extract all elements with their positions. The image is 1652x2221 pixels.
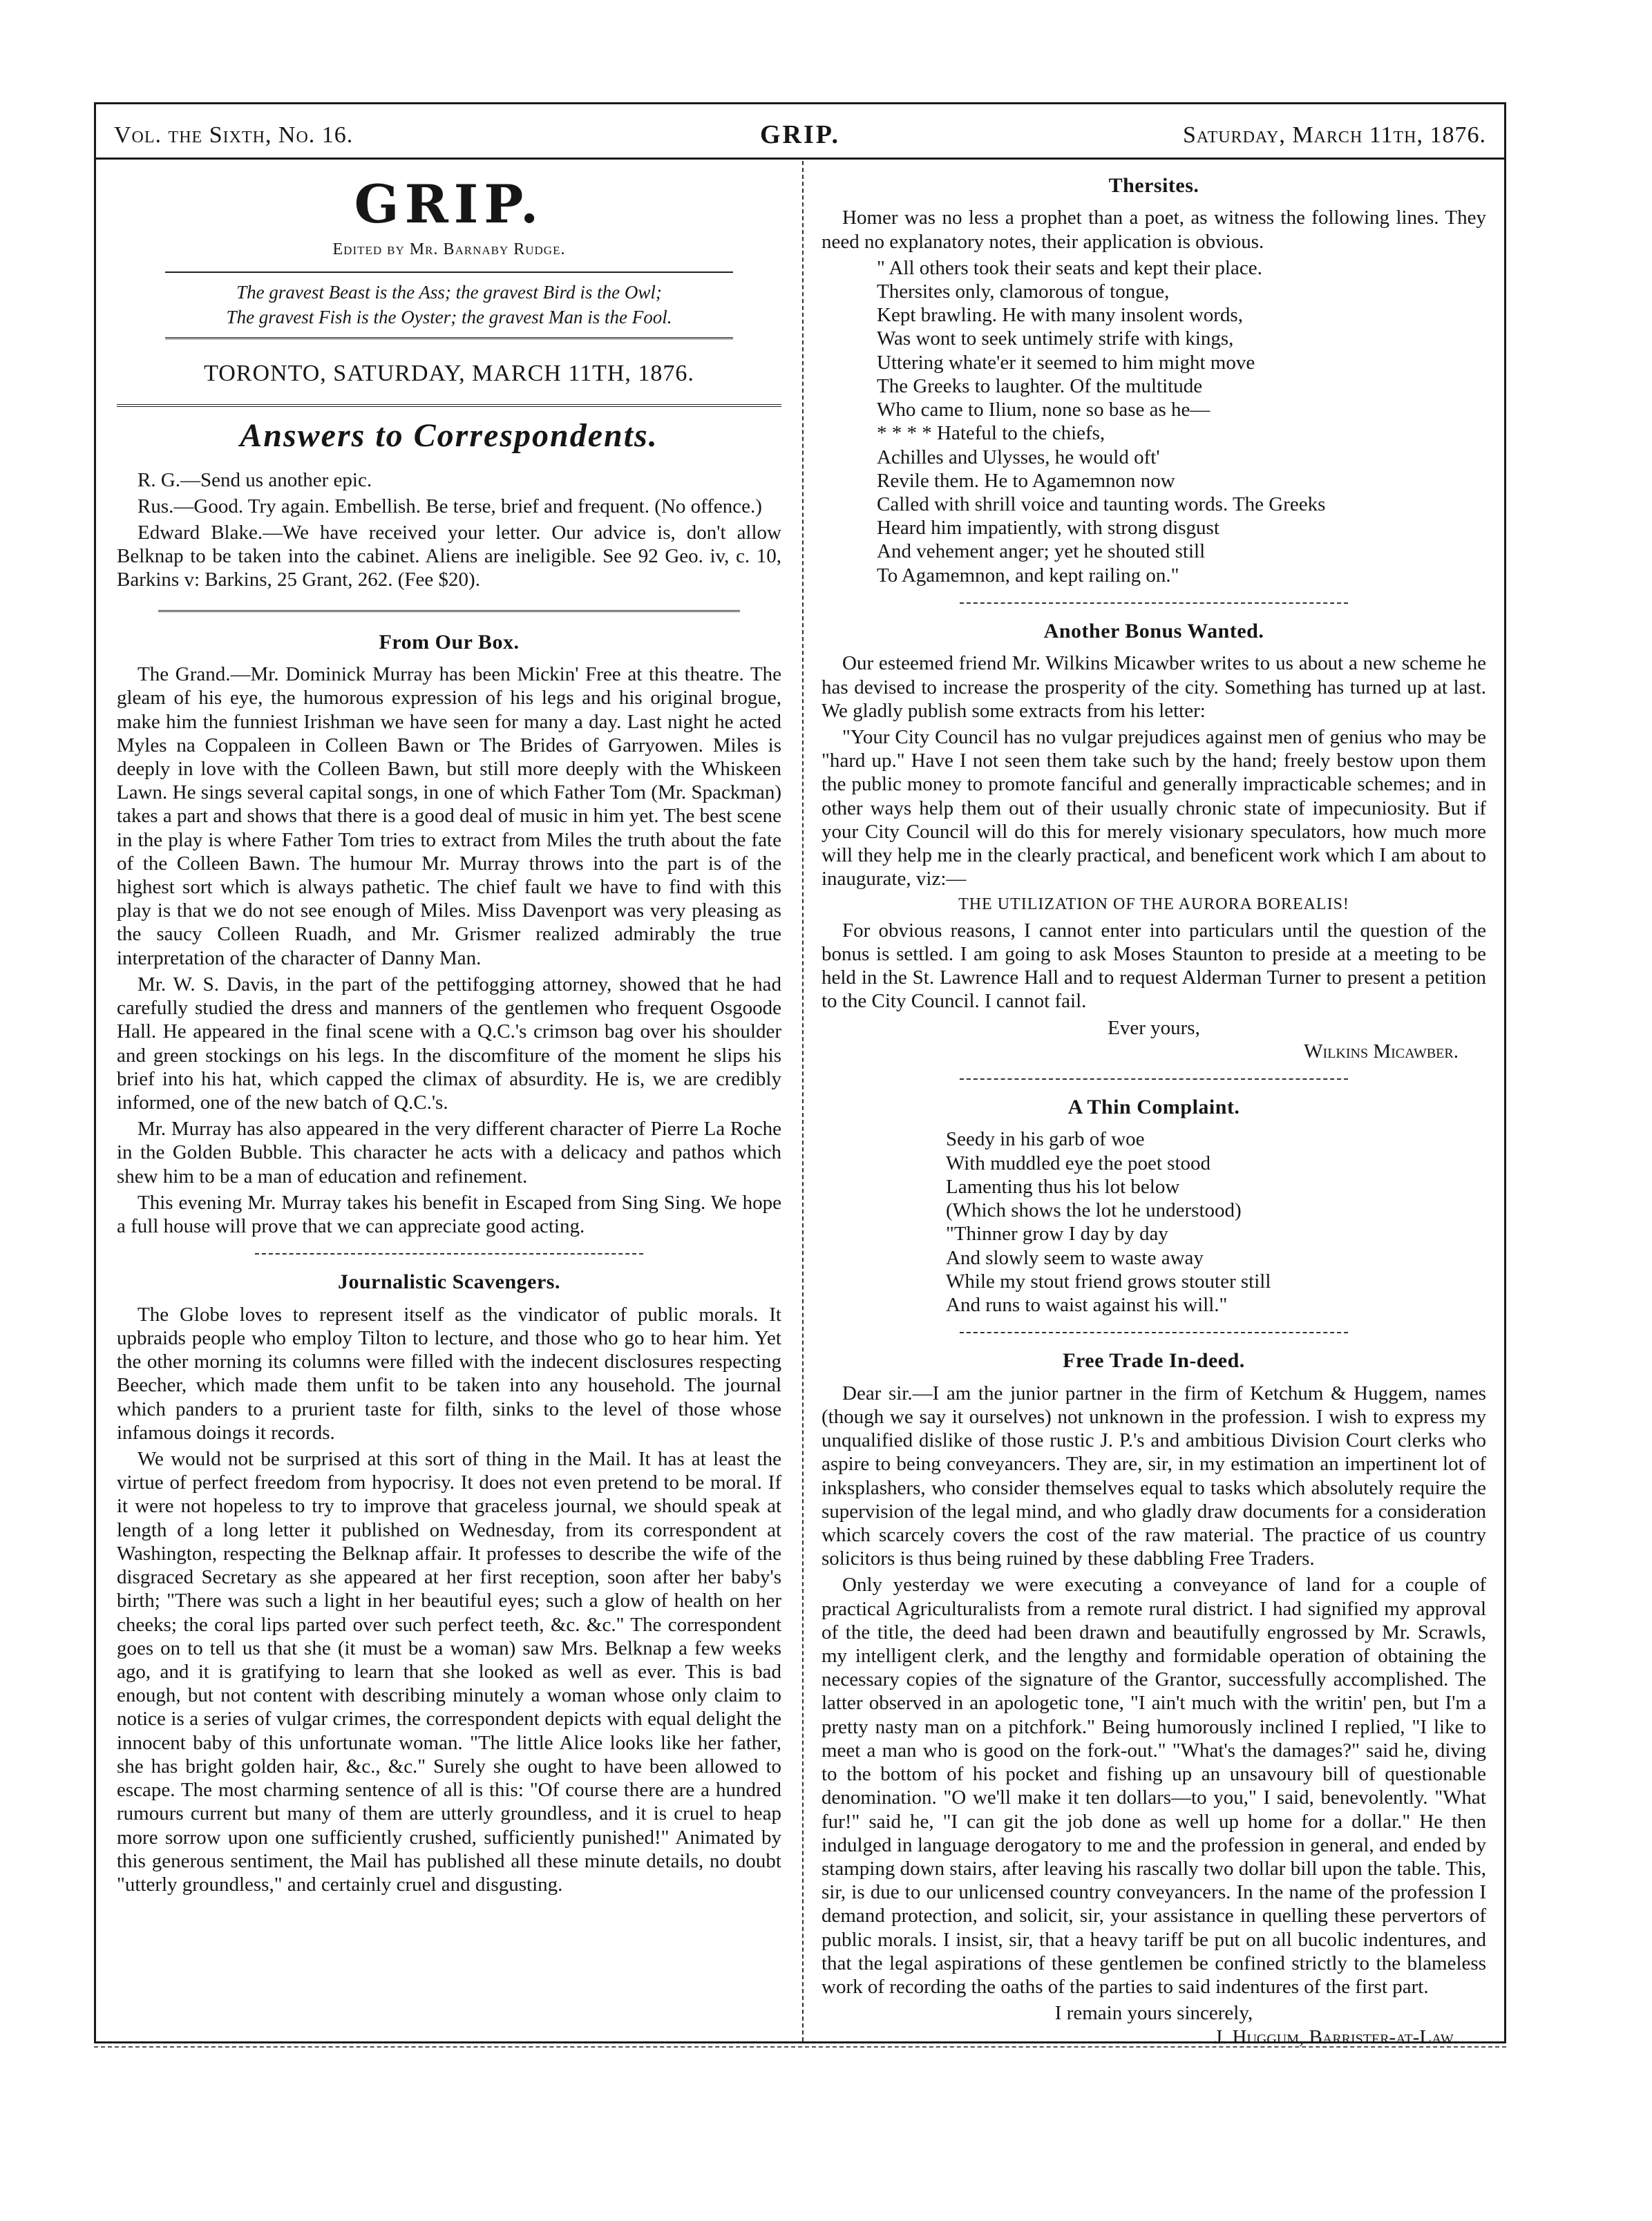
section-rule	[960, 1332, 1348, 1333]
right-column	[822, 173, 1486, 2049]
editor-line: Edited by Mr. Barnaby Rudge.	[332, 240, 566, 258]
column-divider	[802, 161, 804, 2041]
thersites-heading: Thersites.	[1108, 174, 1199, 197]
free-trade-signature: J. Huggum, Barrister-at-Law.	[1214, 2025, 1459, 2048]
left-column	[117, 173, 781, 1899]
box-paragraph-4: This evening Mr. Murray takes his benefit in Escaped from Sing Sing. We hope a full house will prove that we can appreciate good acting.	[117, 1191, 781, 1238]
bonus-paragraph-2: "Your City Council has no vulgar prejudices against men of genius who may be "hard up." Have I not seen them take such by the hand; freely bestow upon them the public money to promote fanciful and generally impracticable schemes; and in other ways help them out of their usually chronic state of impecuniosity. But if your City Council will do this for merely visionary speculators, how much more will they help me in the clearly practical, and beneficent work which I am about to inaugurate, viz:—	[822, 725, 1486, 890]
section-rule	[158, 610, 740, 612]
answers-heading: Answers to Correspondents.	[240, 417, 658, 454]
section-rule	[960, 602, 1348, 604]
rule	[117, 404, 781, 407]
page-header	[96, 104, 1504, 160]
running-title: GRIP.	[759, 120, 840, 149]
bonus-signature: Wilkins Micawber.	[1304, 1040, 1459, 1062]
bonus-paragraph-3: For obvious reasons, I cannot enter into particulars until the question of the bonus is settled. I am going to ask Moses Staunton to preside at a meeting to be held in the St. Lawrence Hall and to request Alderman Turner to present a petition to the City Council. I cannot fail.	[822, 919, 1486, 1013]
bonus-paragraph-1: Our esteemed friend Mr. Wilkins Micawber writes to us about a new scheme he has devised to increase the prosperity of the city. Something has turned up at last. We gladly publish some extracts from his letter:	[822, 652, 1486, 722]
journalistic-heading: Journalistic Scavengers.	[338, 1270, 560, 1294]
answer-rg: R. G.—Send us another epic.	[137, 468, 372, 491]
bonus-closing: Ever yours,	[1108, 1016, 1200, 1039]
bonus-subheading: THE UTILIZATION OF THE AURORA BOREALIS!	[958, 895, 1349, 914]
section-rule	[960, 1078, 1348, 1080]
city-dateline: TORONTO, SATURDAY, MARCH 11TH, 1876.	[204, 360, 694, 386]
volume-number: Vol. the Sixth, No. 16.	[114, 122, 354, 148]
free-trade-heading: Free Trade In-deed.	[1063, 1349, 1245, 1373]
from-our-box-heading: From Our Box.	[379, 630, 520, 654]
journalistic-paragraph-1: The Globe loves to represent itself as the vindicator of public morals. It upbraids people who employ Tilton to lecture, and those who go to hear him. Yet the other morning its columns were filled with the indecent disclosures respecting Beecher, which made them unfit to be taken into any household. The journal which panders to a prurient taste for filth, sinks to the level of those whose infamous doings it records.	[117, 1303, 781, 1444]
issue-date: Saturday, March 11th, 1876.	[1182, 122, 1486, 148]
journalistic-paragraph-2: We would not be surprised at this sort of thing in the Mail. It has at least the virtue of perfect freedom from hypocrisy. It does not even pretend to be moral. If it were not hopeless to try to improve that graceless journal, we should speak at length of a long letter it published on Wednesday, from its correspondent at Washington, respecting the Belknap affair. It professes to describe the wife of the disgraced Secretary as she appeared at her first reception, soon after her baby's birth; "There was such a light in her beautiful eyes; such a glow of health on her cheeks; the coral lips parted over such perfect teeth, &c. &c." The correspondent goes on to tell us that she (it must be a woman) saw Mrs. Belknap a few weeks ago, and it is gratifying to learn that she looked as well as ever. This is bad enough, but not content with describing minutely a woman whose only claim to notice is a series of vulgar crimes, the correspondent depicts with equal delight the innocent baby of this unfortunate woman. "The little Alice looks like her father, she has bright golden hair, &c., &c." Surely she ought to have been allowed to escape. The most charming sentence of all is this: "Of course there are a hundred rumours current but many of them are utterly groundless, and it is cruel to heap more sorrow upon one sufficiently crushed, sufficiently punished!" Animated by this generous sentiment, the Mail has published all these minute details, no doubt "utterly groundless," and certainly cruel and disgusting.	[117, 1448, 781, 1896]
thin-complaint-poem: Seedy in his garb of woe With muddled eye the poet stood Lamenting thus his lot below (Which shows the lot he understood) "Thinner grow I day by day And slowly seem to waste away While my stout friend grows stouter still And runs to waist against his will."	[946, 1128, 1271, 1317]
thersites-intro: Homer was no less a prophet than a poet, as witness the following lines. They need no explanatory notes, their application is obvious.	[822, 207, 1486, 253]
newspaper-page	[94, 102, 1506, 2048]
thin-complaint-heading: A Thin Complaint.	[1067, 1096, 1240, 1119]
box-paragraph-1: The Grand.—Mr. Dominick Murray has been Mickin' Free at this theatre. The gleam of his eye, the humorous expression of his legs and his original brogue, make him the funniest Irishman we have seen for many a day. Last night he acted Myles na Coppaleen in Colleen Bawn or The Brides of Garryowen. Miles is deeply in love with the Colleen Bawn, but still more deeply with the Whiskeen Lawn. He sings several capital songs, in one of which Father Tom (Mr. Spackman) takes a part and shows that there is a good deal of music in him yet. The best scene in the play is where Father Tom tries to extract from Miles the truth about the fate of the Colleen Bawn. The humour Mr. Murray throws into the part is of the highest sort which is always pathetic. The chief fault we have to find with this play is that we do not see enough of Miles. Miss Davenport was very pleasing as the saucy Colleen Ruadh, and Mr. Grismer realized admirably the true interpretation of the character of Danny Man.	[117, 663, 781, 969]
free-trade-paragraph-2: Only yesterday we were executing a conveyance of land for a couple of practical Agriculturalists from a remote rural district. I had signified my approval of the title, the deed had been drawn and beautifully engrossed by Mr. Scrawls, my intelligent clerk, and the lengthy and formidable operation of obtaining the necessary copies of the signature of the Grantor, successfully accomplished. The latter observed in an apologetic tone, "I ain't much with the writin' pen, but I'm a pretty nasty man on a pitchfork." Being humorously inclined I replied, "I like to meet a man who is good on the fork-out." "What's the damages?" said he, diving to the bottom of his pocket and fishing up an unsavoury bill of questionable denomination. "O we'll make it ten dollars—to you," I said, benevolently. "What fur!" said he, "I can git the job done as well up home for a dollar." He then indulged in language derogatory to me and the profession in general, and ended by stamping down stairs, after leaving his rascally two dollar bill upon the table. This, sir, is due to our unlicensed country conveyancers. In the name of the profession I demand protection, and solicit, sir, your assistance in quelling these pervertors of public morals. I insist, sir, that a heavy tariff be put on all bucolic indentures, and that the legal aspirations of these gentlemen be confined strictly to the blameless work of recording the oaths of the parties to said indentures of the first part.	[822, 1574, 1486, 1999]
free-trade-paragraph-1: Dear sir.—I am the junior partner in the firm of Ketchum & Huggem, names (though we say it ourselves) not unknown in the profession. I wish to express my unqualified dislike of those rustic J. P.'s and ambitious Division Court clerks who aspire to being conveyancers. They are, sir, in my estimation an impertinent lot of inksplashers, who consider themselves equal to tasks which absolutely require the supervision of the legal mind, and who gladly draw documents for a consideration which scarcely covers the cost of the raw material. The practice of us country solicitors is thus being ruined by these dabbling Free Traders.	[822, 1382, 1486, 1570]
motto-line-2: The gravest Fish is the Oyster; the gravest Man is the Fool.	[226, 307, 672, 328]
bottom-rule	[94, 2046, 1506, 2048]
motto-box	[165, 271, 733, 339]
thersites-poem: " All others took their seats and kept their place. Thersites only, clamorous of tongue, Kept brawling. He with many insolent words, Was wont to seek untimely strife with kings, Uttering whate'er it seemed to him might move The Greeks to laughter. Of the multitude Who came to Ilium, none so base as he— * * * * Hateful to the chiefs, Achilles and Ulysses, he would oft' Revile them. He to Agamemnon now Called with shrill voice and taunting words. The Greeks Heard him impatiently, with strong disgust And vehement anger; yet he shouted still To Agamemnon, and kept railing on."	[877, 256, 1326, 587]
answer-rus: Rus.—Good. Try again. Embellish. Be terse, brief and frequent. (No offence.)	[137, 495, 762, 517]
masthead-logo: GRIP.	[354, 173, 544, 235]
box-paragraph-2: Mr. W. S. Davis, in the part of the pettifogging attorney, showed that he had carefully studied the dress and manners of the gentlemen who frequent Osgoode Hall. He appeared in the final scene with a Q.C.'s crimson bag over his shoulder and green stockings on his legs. In the discomfiture of the moment he slips his brief into his hat, which capped the climax of absurdity. He is, we are credibly informed, one of the new batch of Q.C.'s.	[117, 973, 781, 1114]
answer-blake: Edward Blake.—We have received your letter. Our advice is, don't allow Belknap to be taken into the cabinet. Aliens are ineligible. See 92 Geo. iv, c. 10, Barkins v: Barkins, 25 Grant, 262. (Fee $20).	[117, 522, 781, 591]
bonus-heading: Another Bonus Wanted.	[1043, 619, 1264, 642]
free-trade-closing: I remain yours sincerely,	[1054, 2002, 1253, 2025]
box-paragraph-3: Mr. Murray has also appeared in the very different character of Pierre La Roche in the Golden Bubble. This character he acts with a delicacy and pathos which shew him to be a man of education and refinement.	[117, 1118, 781, 1188]
section-rule	[255, 1253, 643, 1255]
motto-line-1: The gravest Beast is the Ass; the gravest Bird is the Owl;	[236, 281, 662, 303]
